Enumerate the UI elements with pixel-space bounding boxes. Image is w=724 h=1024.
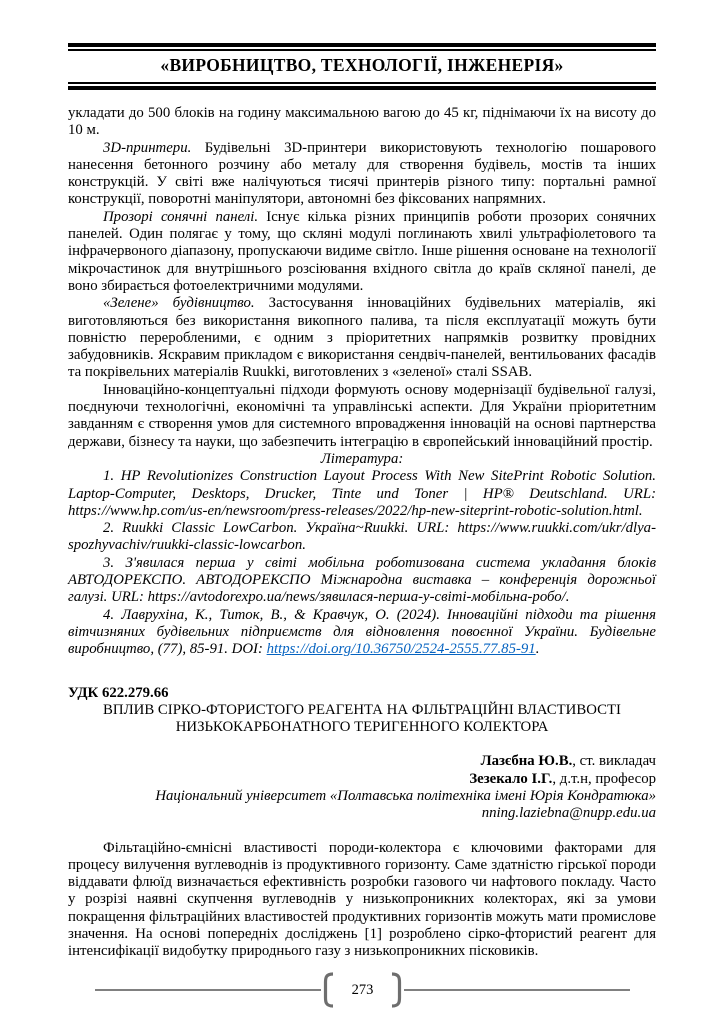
affiliation: Національний університет «Полтавська політехніка імені Юрія Кондратюка» — [155, 787, 656, 804]
page-number: 273 — [351, 981, 374, 998]
paragraph-green-construction — [68, 295, 656, 381]
reference-item-1: 1. HP Revolutionizes Construction Layout Process With New SitePrint Robotic Solution. Laptop-Computer, Desktops, Drucker, Tinte und Toner | HP® Deutschland. URL: https://www.hp.com/us-en/newsroom/press-releases/2022/hp-new-siteprint-robotic-solution.html. — [68, 468, 656, 519]
conference-banner-title: «ВИРОБНИЦТВО, ТЕХНОЛОГІЇ, ІНЖЕНЕРІЯ» — [68, 49, 656, 84]
reference-item-2: 2. Ruukki Classic LowCarbon. Україна~Ruukki. URL: https://www.ruukki.com/ukr/dlya-spozhyvachiv/ruukki-classic-lowcarbon. — [68, 520, 656, 554]
reference-item-4 — [68, 607, 656, 659]
author-name: Зезекало І.Г. — [469, 770, 553, 787]
paragraph-solar-panels — [68, 209, 656, 295]
reference-text: 4. Лаврухіна, К., Титок, В., & Кравчук, О. (2024). Інноваційні підходи та рішення вітчизняних будівельних підприємств для відновлення повоєнної України. Будівельне виробництво, (77), 85-91. DOI: — [68, 606, 656, 658]
paragraph-abstract: Фільтаційно-ємнісні властивості породи-колектора є ключовими факторами для процесу вилучення вуглеводнів із продуктивного горизонту. Саме здатністю гірської породи віддавати флюїд визначається ефективність розробки газового чи нафтового покладу. Часто у розрізі наявні скупчення вуглеводнів у низькопроникних колекторах, які за умови покращення фільтраційних властивостей продуктивних горизонтів можуть мати промислове значення. На основі попередніх досліджень [1] розроблено сірко-фтористий реагент для інтенсифікації видобутку природнього газу з низькопроникних пісковиків. — [68, 839, 656, 960]
doi-link[interactable]: https://doi.org/10.36750/2524-2555.77.85-91 — [266, 641, 536, 658]
literature-heading: Література: — [320, 450, 404, 467]
article-title: ВПЛИВ СІРКО-ФТОРИСТОГО РЕАГЕНТА НА ФІЛЬТРАЦІЙНІ ВЛАСТИВОСТІ НИЗЬКОКАРБОНАТНОГО ТЕРИГЕННОГО КОЛЕКТОРА — [103, 701, 621, 736]
udc-code: УДК 622.279.66 — [68, 684, 169, 701]
author-name: Лазєбна Ю.В. — [480, 753, 573, 770]
paragraph-lead: 3D-принтери. — [103, 139, 192, 156]
paragraph-lead: «Зелене» будівництво. — [103, 295, 255, 312]
page-content — [68, 105, 656, 961]
paragraph-continuation: укладати до 500 блоків на годину максимальною вагою до 45 кг, піднімаючи їх на висоту до 10 м. — [68, 105, 656, 139]
paragraph-text: Будівельні 3D-принтери використовують технологію пошарового нанесення бетонного розчину або металу для створення будівель, мостів та інших конструкцій. У світі вже налічуються тисячі принтерів різного типу: портальні рамної конструкції, поворотні маніпулятори, автономні без фіксованих напрямних. — [68, 139, 657, 208]
left-bracket-icon — [321, 972, 335, 1008]
right-bracket-icon — [390, 972, 404, 1008]
paragraph-text: Застосування інноваційних будівельних матеріалів, які виготовляються без використання викопного палива, та після експлуатації можуть бути повністю переробленими, є одним з пріоритетних напрямків розвитку провідних забудовників. Яскравим прикладом є використання сендвіч-панелей, вентильованих фасадів та покрівельних матеріалів Ruukki, виготовлених з «зеленої» сталі SSAB. — [68, 295, 656, 381]
footer-rule-right — [404, 989, 630, 991]
author-line-2 — [68, 771, 656, 788]
author-line-1 — [68, 753, 656, 770]
author-role: , ст. викладач — [572, 753, 656, 770]
paragraph-3d-printers — [68, 140, 656, 209]
reference-item-3: 3. З'явилася перша у світі мобільна роботизована система укладання блоків АВТОДОРЕКСПО. АВТОДОРЕКСПО Міжнародна виставка – конференція дорожньої галузі. URL: https://avtodorexpo.ua/news/зявилася-перша-у-світі-мобільна-робо/. — [68, 554, 656, 606]
authors-block — [68, 753, 656, 822]
footer-rule-left — [95, 989, 321, 991]
author-role: , д.т.н, професор — [552, 770, 656, 787]
page-header-banner — [68, 43, 656, 90]
paragraph-text: Існує кілька різних принципів роботи прозорих сонячних панелей. Один полягає у тому, що скляні модулі поглинають хвилі ультрафіолетового та інфрачервоного діапазону, пропускаючи видиме світло. Інше рішення основане на технології мікрочастинок для внутрішнього розсіювання вхідного світла до країв скляної панелі, де воно збирається фотоелектричними модулями. — [68, 208, 656, 294]
paragraph-innovation-conclusion: Інноваційно-концептуальні підходи формують основу модернізації будівельної галузі, поєднуючи технологічні, економічні та управлінські аспекти. Для України пріоритетним завданням є створення умов для системного впровадження інновацій на основі партнерства держави, бізнесу та науки, що забезпечить інтеграцію в європейський інноваційний простір. — [68, 381, 656, 450]
reference-text-after: . — [535, 641, 540, 658]
page-footer — [95, 972, 630, 1008]
author-email: nning.laziebna@nupp.edu.ua — [481, 805, 656, 822]
paragraph-lead: Прозорі сонячні панелі. — [103, 208, 259, 225]
